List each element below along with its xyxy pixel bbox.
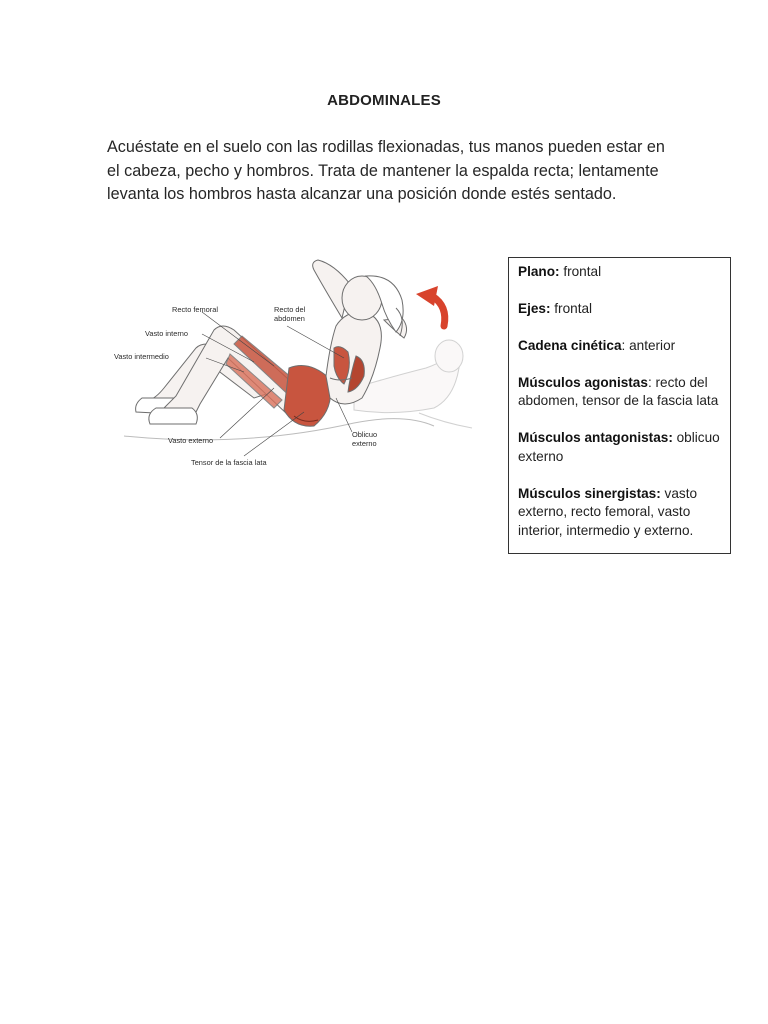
info-value: : anterior (621, 338, 676, 353)
info-value: : recto del abdomen, tensor de la fascia lata (518, 375, 719, 409)
info-value: oblicuo externo (518, 430, 720, 464)
label-vasto-interno: Vasto interno (145, 329, 189, 338)
info-label: Músculos sinergistas: (518, 485, 661, 501)
info-value: frontal (550, 301, 593, 316)
hip-region (284, 366, 331, 427)
label-oblicuo-2: externo (352, 439, 377, 448)
muscle-info-box (508, 257, 731, 554)
exercise-instructions: Acuéstate en el suelo con las rodillas flexionadas, tus manos pueden estar en el cabeza, pecho y hombros. Trata de mantener la espalda recta; lentamente levanta los hombros hasta alcanzar una posición donde estés sentado. (107, 138, 665, 203)
label-recto-abdomen-2: abdomen (274, 314, 305, 323)
info-label: Músculos agonistas (518, 375, 648, 390)
info-antagonistas (518, 429, 721, 466)
page-title: ABDOMINALES (327, 92, 441, 109)
info-value: vasto externo, recto femoral, vasto interior, intermedio y externo. (518, 485, 698, 538)
info-cadena (518, 337, 721, 355)
info-agonistas (518, 374, 721, 411)
info-label: Ejes: (518, 301, 551, 316)
label-oblicuo-1: Oblicuo (352, 430, 378, 439)
label-tensor-fascia-lata: Tensor de la fascia lata (191, 458, 267, 467)
label-vasto-intermedio: Vasto intermedio (114, 352, 169, 361)
info-label: Plano: (518, 264, 560, 279)
info-sinergistas (518, 485, 721, 540)
info-ejes (518, 300, 721, 318)
label-recto-abdomen-1: Recto del (274, 305, 306, 314)
label-vasto-externo: Vasto externo (168, 436, 214, 445)
info-label: Cadena cinética (518, 338, 622, 353)
label-recto-femoral: Recto femoral (172, 305, 219, 314)
info-value: frontal (559, 264, 602, 279)
crunch-illustration (104, 248, 482, 492)
info-label: Músculos antagonistas: (518, 430, 673, 446)
info-plano (518, 263, 721, 281)
motion-arrow (416, 286, 445, 326)
